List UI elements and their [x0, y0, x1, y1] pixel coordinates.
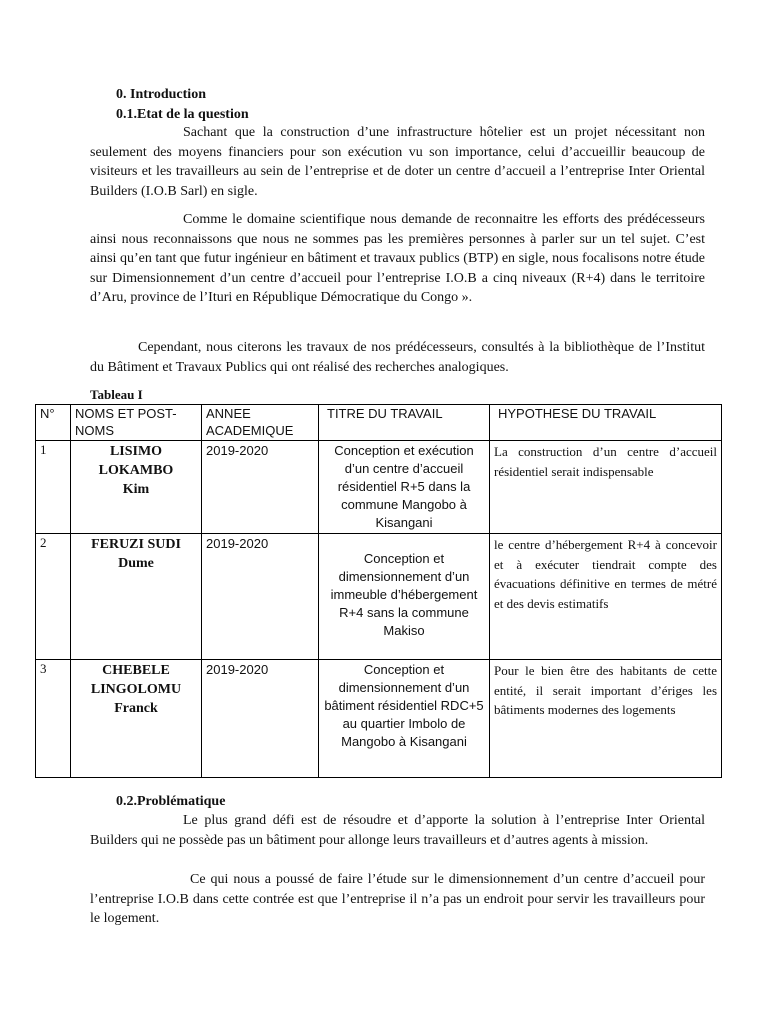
prob-paragraph-1 — [90, 811, 705, 850]
header-hypothesis: HYPOTHESE DU TRAVAIL — [490, 405, 722, 441]
etat-paragraph-3 — [90, 338, 705, 377]
row-number: 2 — [36, 534, 71, 660]
author-name: LINGOLOMU — [90, 682, 182, 697]
paragraph-text: Le plus grand défi est de résoudre et d’apporte la solution à l’entreprise Inter Oriental Builders qui ne possède pas un bâtiment pour allonge leurs travailleurs et d’autres agents à mission. — [90, 813, 705, 848]
table-header-row — [36, 405, 722, 441]
header-year: ANNEE ACADEMIQUE — [202, 405, 319, 441]
etat-paragraph-2 — [90, 210, 705, 308]
row-year: 2019-2020 — [202, 660, 319, 778]
row-number: 1 — [36, 441, 71, 534]
prob-paragraph-2 — [90, 870, 705, 929]
header-title: TITRE DU TRAVAIL — [319, 405, 490, 441]
author-name: LOKAMBO — [98, 463, 174, 478]
row-hypothesis: le centre d’hébergement R+4 à concevoir et à exécuter tiendrait compte des évacuations définitive en termes de métré et des devis estimatifs — [490, 534, 722, 660]
paragraph-text: Sachant que la construction d’une infrastructure hôtelier est un projet nécessitant non seulement des moyens financiers pour son exécution vu son importance, celui d’accueillir beaucoup de visiteurs et les travailleurs au sein de l’entreprise et de doter un centre d’accueil a l’entreprise Inter Oriental Builders (I.O.B Sarl) en sigle. — [90, 125, 705, 199]
paragraph-text: Cependant, nous citerons les travaux de nos prédécesseurs, consultés à la bibliothèque de l’Institut du Bâtiment et Travaux Publics qui ont réalisé des recherches analogiques. — [90, 340, 705, 375]
paragraph-text: Comme le domaine scientifique nous demande de reconnaitre les efforts des prédécesseurs ainsi nous reconnaissons que nous ne sommes pas les premières personnes à parler sur un tel sujet. C’est ainsi qu’en tant que futur ingénieur en bâtiment et travaux publics (BTP) en sigle, nous focalisons notre étude sur Dimensionnement d’un centre d’accueil pour l’entreprise I.O.B a cinq niveaux (R+4) dans le territoire d’Aru, province de l’Ituri en République Démocratique du Congo ». — [90, 212, 705, 306]
table-row — [36, 441, 722, 534]
introduction-heading: 0. Introduction — [116, 87, 206, 102]
row-hypothesis: La construction d’un centre d’accueil résidentiel serait indispensable — [490, 441, 722, 534]
author-name: CHEBELE — [102, 663, 170, 678]
author-name: Dume — [118, 556, 154, 571]
table-row — [36, 660, 722, 778]
row-title: Conception et exécution d’un centre d’accueil résidentiel R+5 dans la commune Mangobo à Kisangani — [319, 441, 490, 534]
etat-paragraph-1 — [90, 123, 705, 201]
row-title: Conception et dimensionnement d’un bâtiment résidentiel RDC+5 au quartier Imbolo de Mangobo à Kisangani — [319, 660, 490, 778]
row-author — [71, 534, 202, 660]
table-caption: Tableau I — [90, 387, 143, 402]
row-author — [71, 441, 202, 534]
header-names: NOMS ET POST-NOMS — [71, 405, 202, 441]
table-row — [36, 534, 722, 660]
row-title: Conception et dimensionnement d’un immeuble d’hébergement R+4 sans la commune Makiso — [319, 534, 490, 660]
row-year: 2019-2020 — [202, 534, 319, 660]
row-number: 3 — [36, 660, 71, 778]
author-name: LISIMO — [109, 444, 163, 459]
predecessors-table — [35, 404, 722, 778]
row-hypothesis: Pour le bien être des habitants de cette entité, il serait important d’ériges les bâtiments modernes des logements — [490, 660, 722, 778]
row-author — [71, 660, 202, 778]
row-year: 2019-2020 — [202, 441, 319, 534]
author-name: FERUZI SUDI — [91, 537, 181, 552]
etat-question-heading: 0.1.Etat de la question — [116, 107, 249, 122]
author-name: Kim — [122, 482, 150, 497]
header-number: N° — [36, 405, 71, 441]
problematique-heading: 0.2.Problématique — [116, 794, 226, 809]
author-name: Franck — [114, 701, 158, 716]
paragraph-text: Ce qui nous a poussé de faire l’étude sur le dimensionnement d’un centre d’accueil pour l’entreprise I.O.B dans cette contrée est que l’entreprise il n’a pas un endroit pour servir les travailleurs pour le logement. — [90, 872, 705, 927]
